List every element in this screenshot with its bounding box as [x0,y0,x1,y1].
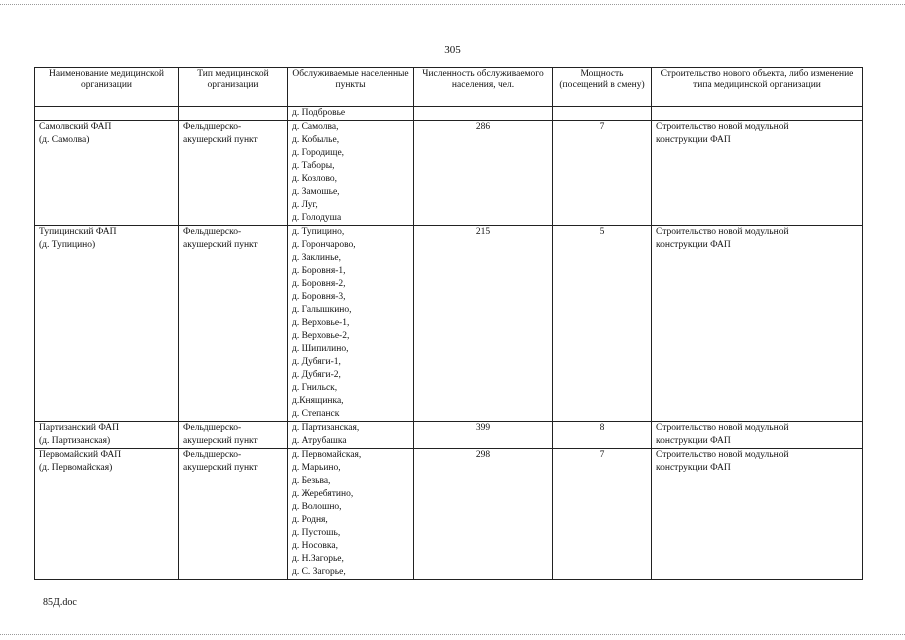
construction-line: Строительство новой модульной [656,122,789,132]
cell-construction [652,449,863,580]
construction-line: конструкции ФАП [656,463,731,473]
org-name-line: (д. Тупицино) [39,240,96,250]
settlement-name: д. Дубяги-1, [292,357,341,367]
settlement-name: д. Самолва, [292,122,339,132]
construction-line: Строительство новой модульной [656,227,789,237]
cell-empty [179,107,288,121]
settlement-name: д. Боровня-1, [292,266,346,276]
cell-capacity: 7 [553,121,652,226]
cell-empty [553,107,652,121]
facilities-table [34,67,863,580]
cell-settlements [288,449,414,580]
cell-org-name [35,449,179,580]
construction-line: конструкции ФАП [656,135,731,145]
cell-construction [652,226,863,422]
settlement-name: д. Галышкино, [292,305,352,315]
settlement-name: д. Луг, [292,200,318,210]
cell-capacity: 7 [553,449,652,580]
settlement-name: д. Заклинье, [292,253,342,263]
header-population: Численность обслуживаемого населения, чел. [414,68,553,107]
scan-edge-bottom [0,634,905,635]
table-row [35,449,863,580]
cell-capacity: 5 [553,226,652,422]
settlement-name: д. Верховье-1, [292,318,350,328]
scan-edge-top [0,4,905,5]
header-capacity: Мощность (посещений в смену) [553,68,652,107]
cell-empty [414,107,553,121]
settlement-name: д. Волошно, [292,502,342,512]
cell-org-name [35,422,179,449]
settlement-name: д. Кобылье, [292,135,340,145]
settlement-name: д. Безьва, [292,476,331,486]
settlement-name: д. Марьино, [292,463,341,473]
cell-construction [652,422,863,449]
org-type-line: акушерский пункт [183,436,258,446]
cell-settlements [288,422,414,449]
org-type-line: акушерский пункт [183,240,258,250]
header-org-name: Наименование медицинской организации [35,68,179,107]
cell-population: 298 [414,449,553,580]
settlement-name: д. Партизанская, [292,423,360,433]
table-row [35,121,863,226]
table-row [35,226,863,422]
org-name-line: Самолвский ФАП [39,122,112,132]
cell-empty [652,107,863,121]
footer-filename: 85Д.doc [43,597,77,608]
construction-line: конструкции ФАП [656,240,731,250]
settlement-name: д. Шипилино, [292,344,349,354]
org-name-line: (д. Первомайская) [39,463,113,473]
settlement-name: д. Верховье-2, [292,331,350,341]
cell-org-type [179,121,288,226]
org-type-line: Фельдшерско- [183,227,242,237]
org-name-line: Тупицинский ФАП [39,227,117,237]
header-org-type: Тип медицинской организации [179,68,288,107]
cell-org-type [179,422,288,449]
settlement-name: д. Н.Загорье, [292,554,344,564]
org-type-line: Фельдшерско- [183,122,242,132]
cell-org-type [179,449,288,580]
cell-population: 215 [414,226,553,422]
cell-settlements [288,121,414,226]
cell-org-type [179,226,288,422]
settlement-name: д. Городище, [292,148,345,158]
org-name-line: (д. Самолва) [39,135,90,145]
settlement-name: д. Тупицино, [292,227,345,237]
settlement-name: д. Козлово, [292,174,337,184]
org-type-line: акушерский пункт [183,463,258,473]
settlement-name: д. Атрубашка [292,436,347,446]
settlement-name: д. Родня, [292,515,328,525]
settlement-name: д. Степанск [292,409,340,419]
construction-line: конструкции ФАП [656,436,731,446]
cell-capacity: 8 [553,422,652,449]
settlement-name: д. Таборы, [292,161,335,171]
org-type-line: Фельдшерско- [183,423,242,433]
header-settlements: Обслуживаемые населенные пункты [288,68,414,107]
cell-population: 286 [414,121,553,226]
settlement-name: д. Жеребятино, [292,489,354,499]
settlement-name: д. С. Загорье, [292,567,346,577]
cell-org-name [35,226,179,422]
header-construction: Строительство нового объекта, либо изменение типа медицинской организации [652,68,863,107]
table-body [35,107,863,580]
cell-construction [652,121,863,226]
settlement-name: д.Княщинка, [292,396,344,406]
settlement-name: д. Подбровье [292,108,346,118]
page-number: 305 [444,44,461,56]
table-header-row [35,68,863,107]
settlement-name: д. Первомайская, [292,450,362,460]
cell-empty [35,107,179,121]
org-type-line: акушерский пункт [183,135,258,145]
cell-org-name [35,121,179,226]
settlement-name: д. Пустошь, [292,528,341,538]
construction-line: Строительство новой модульной [656,450,789,460]
settlement-name: д. Замошье, [292,187,340,197]
settlement-name: д. Носовка, [292,541,338,551]
settlement-name: д. Голодуша [292,213,342,223]
construction-line: Строительство новой модульной [656,423,789,433]
settlement-name: д. Дубяги-2, [292,370,341,380]
cell-settlements [288,226,414,422]
table-row-continuation [35,107,863,121]
settlement-name: д. Горончарово, [292,240,356,250]
settlement-name: д. Боровня-3, [292,292,346,302]
settlement-name: д. Боровня-2, [292,279,346,289]
org-name-line: (д. Партизанская) [39,436,111,446]
org-type-line: Фельдшерско- [183,450,242,460]
table-row [35,422,863,449]
cell-population: 399 [414,422,553,449]
cell-settlements [288,107,414,121]
settlement-name: д. Гнильск, [292,383,338,393]
org-name-line: Первомайский ФАП [39,450,122,460]
org-name-line: Партизанский ФАП [39,423,119,433]
